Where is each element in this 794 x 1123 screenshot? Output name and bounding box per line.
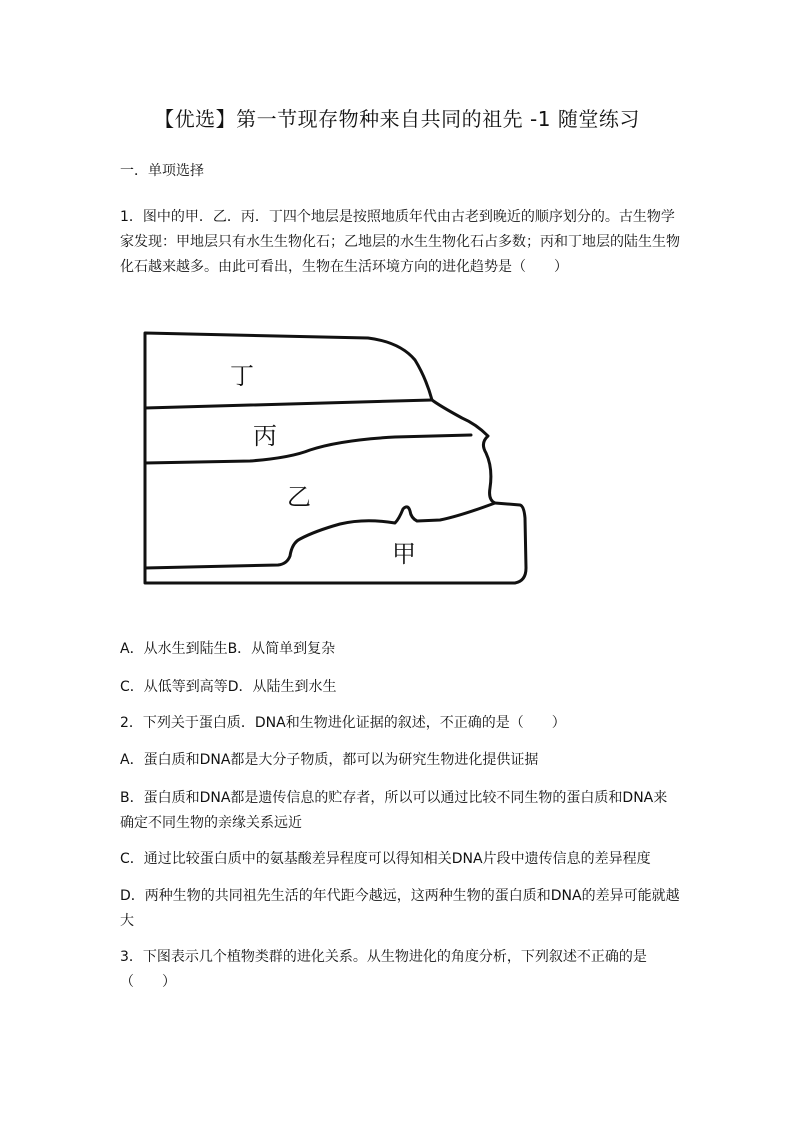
document-title: 【优选】第一节现存物种来自共同的祖先 -1 随堂练习 <box>154 107 640 131</box>
strata-diagram <box>140 328 535 590</box>
question-1-options-cd: C．从低等到高等D．从陆生到水生 <box>120 679 337 695</box>
question-1-stem: 1．图中的甲．乙．丙．丁四个地层是按照地质年代由古老到晚近的顺序划分的。古生物学家发现：甲地层只有水生生物化石；乙地层的水生生物化石占多数；丙和丁地层的陆生生物化石越来越多。由此可看出，生物在生活环境方向的进化趋势是（ ） <box>120 209 680 275</box>
boundary-ding-bing <box>145 400 432 408</box>
question-2-option-d: D．两种生物的共同祖先生活的年代距今越远，这两种生物的蛋白质和DNA的差异可能就越大 <box>120 888 680 929</box>
boundary-bing-yi <box>145 435 471 463</box>
strata-figure <box>140 328 535 590</box>
label-ding: 丁 <box>230 362 254 390</box>
label-bing: 丙 <box>253 422 277 450</box>
question-2-option-b: B．蛋白质和DNA都是遗传信息的贮存者，所以可以通过比较不同生物的蛋白质和DNA来确定不同生物的亲缘关系远近 <box>120 790 668 831</box>
question-2-stem: 2．下列关于蛋白质．DNA和生物进化证据的叙述，不正确的是（ ） <box>120 715 566 731</box>
section-heading: 一．单项选择 <box>120 163 204 179</box>
label-yi: 乙 <box>287 483 311 511</box>
label-jia: 甲 <box>392 540 416 568</box>
boundary-yi-jia <box>145 503 495 568</box>
question-2-option-a: A．蛋白质和DNA都是大分子物质，都可以为研究生物进化提供证据 <box>120 752 539 768</box>
strata-outline <box>145 333 526 583</box>
question-2-option-c: C．通过比较蛋白质中的氨基酸差异程度可以得知相关DNA片段中遗传信息的差异程度 <box>120 851 651 867</box>
question-1-options-ab: A．从水生到陆生B．从简单到复杂 <box>120 641 336 657</box>
question-3-stem: 3．下图表示几个植物类群的进化关系。从生物进化的角度分析，下列叙述不正确的是（ ） <box>120 949 647 990</box>
